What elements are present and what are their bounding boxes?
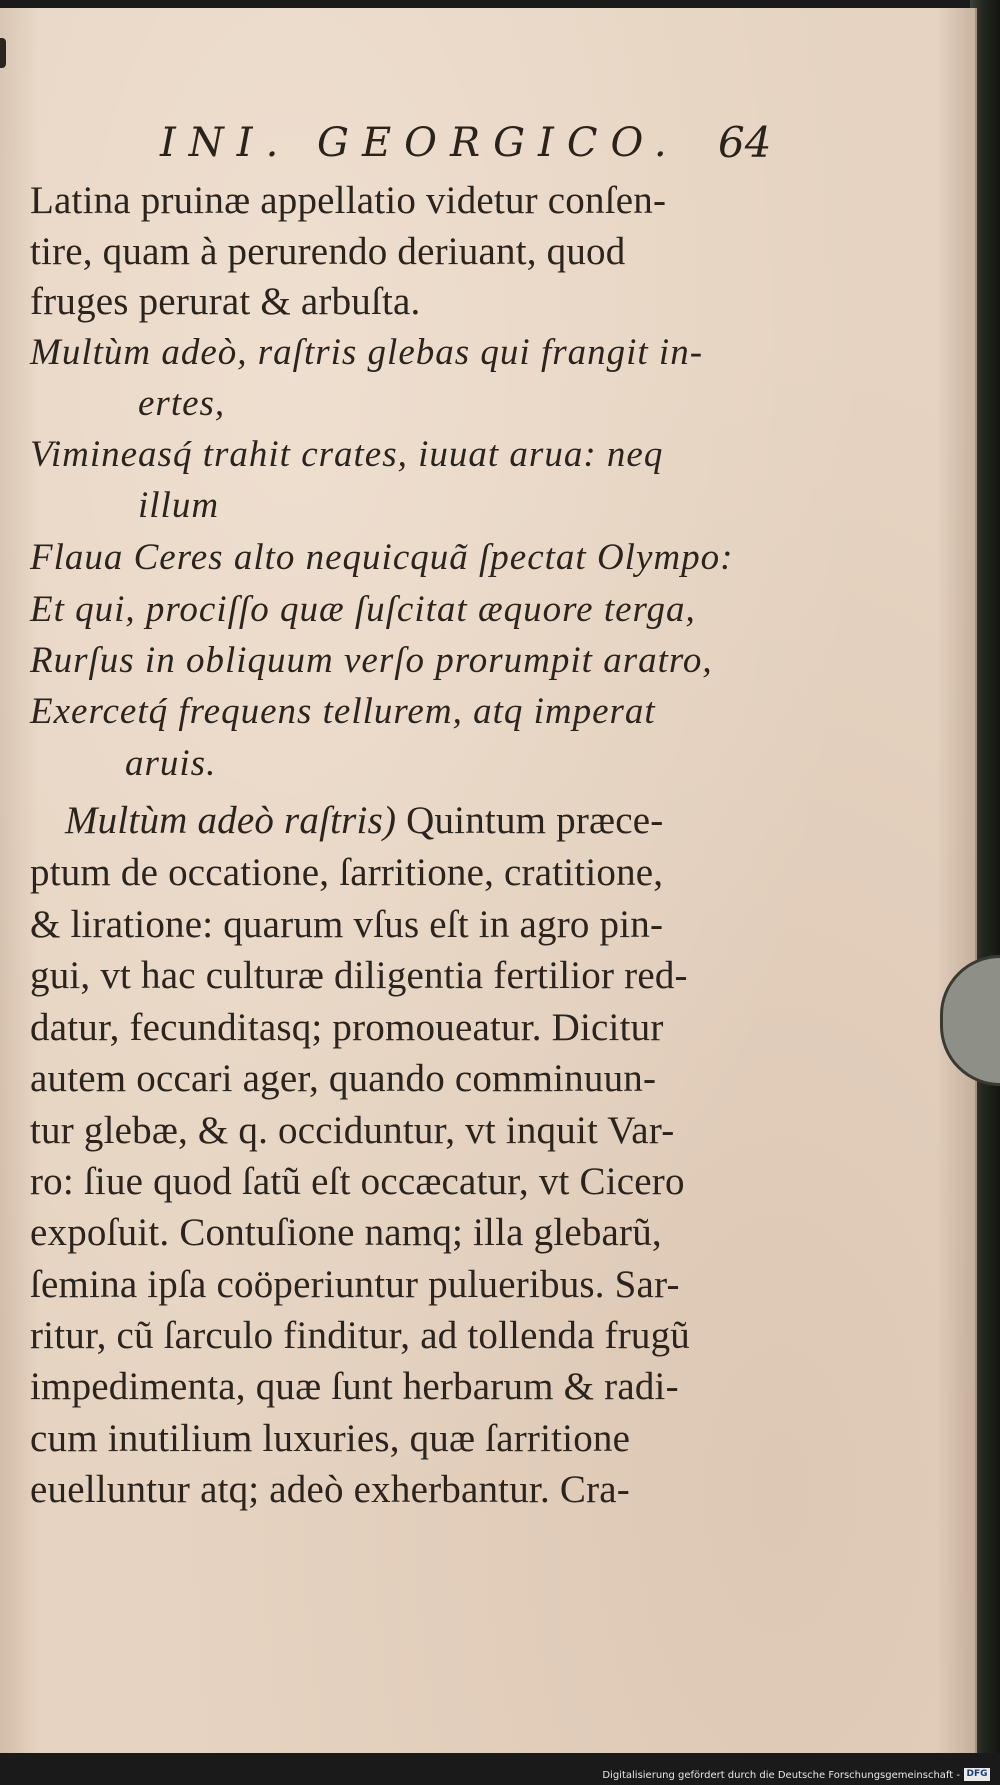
text-line: Latina pruinæ appellatio videtur conſen- [30,179,667,222]
text-line: ritur, cũ ſarculo finditur, ad tollenda frugũ [30,1314,691,1357]
text-line: tur glebæ, & q. occiduntur, vt inquit Var- [30,1109,675,1152]
verse-line: Flaua Ceres alto nequicquã ſpectat Olympo: [30,537,734,578]
text-line: fruges perurat & arbuſta. [30,280,421,323]
book-page [0,8,977,1753]
text-line: datur, fecunditasq; promoueatur. Dicitur [30,1006,664,1049]
text-line: & liratione: quarum vſus eſt in agro pin- [30,903,664,946]
gutter-mark [0,38,6,68]
text-line: ro: ſiue quod ſatũ eſt occæcatur, vt Cicero [30,1160,685,1203]
running-head: INI. GEORGICO. [160,120,680,166]
text-line: autem occari ager, quando comminuun- [30,1057,657,1100]
lemma: Multùm adeò raſtris) [65,799,397,842]
verse-line: Exercetq́ frequens tellurem, atq imperat [30,691,656,732]
commentary-line [65,798,663,843]
text-line: cum inutilium luxuries, quæ ſarritione [30,1417,631,1460]
digitization-credit: Digitalisierung gefördert durch die Deutsche Forschungsgemeinschaft - [602,1770,960,1781]
verse-line: Rurſus in obliquum verſo prorumpit aratro, [30,640,713,681]
commentary-text: Quintum præce- [396,799,664,842]
text-line: expoſuit. Contuſione namq; illa glebarũ, [30,1211,662,1254]
verse-line: illum [138,485,220,526]
text-line: gui, vt hac culturæ diligentia fertilior red- [30,954,688,997]
text-line: ſemina ipſa coöperiuntur pulueribus. Sar- [30,1263,680,1306]
folio-number: 64 [718,118,772,167]
verse-line: aruis. [125,743,217,784]
text-line: impedimenta, quæ ſunt herbarum & radi- [30,1365,679,1408]
text-line: euelluntur atq; adeò exherbantur. Cra- [30,1468,630,1511]
dfg-logo: DFG [964,1768,990,1781]
text-line: ptum de occatione, ſarritione, cratitione, [30,851,664,894]
verse-line: Vimineasq́ trahit crates, iuuat arua: neq [30,434,664,475]
verse-line: Multùm adeò, raſtris glebas qui frangit in- [30,332,704,373]
verse-line: Et qui, prociſſo quæ ſuſcitat æquore terga, [30,589,696,630]
verse-line: ertes, [138,383,226,424]
text-line: tire, quam à perurendo deriuant, quod [30,230,626,273]
